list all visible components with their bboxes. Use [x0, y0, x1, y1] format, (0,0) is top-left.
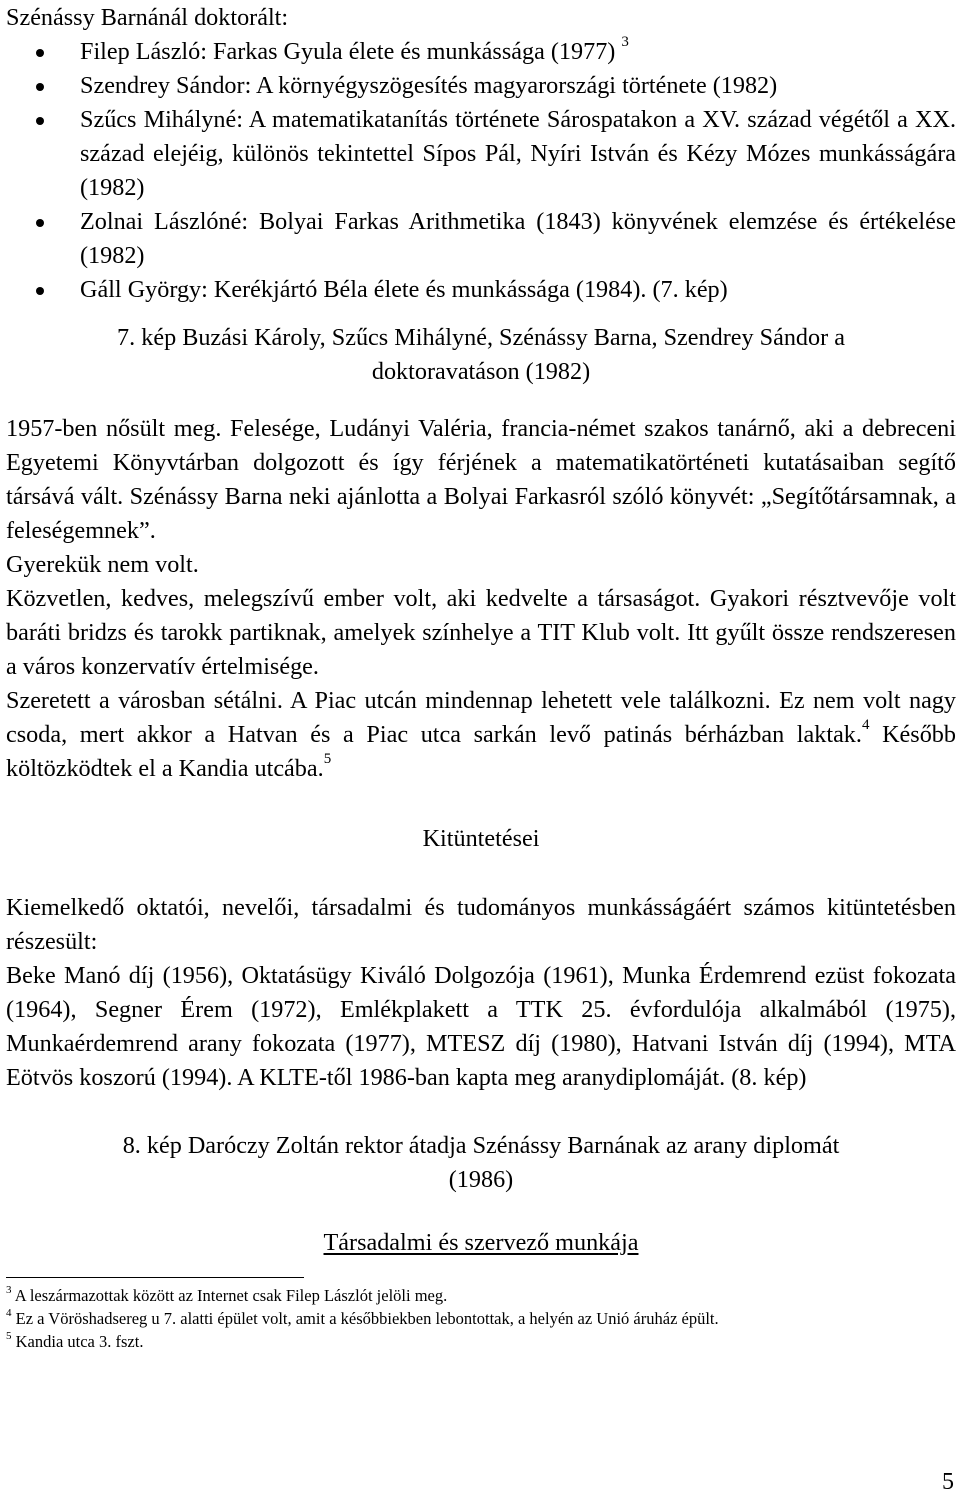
paragraph-marriage: 1957-ben nősült meg. Felesége, Ludányi Valéria, francia-német szakos tanárnő, aki a debreceni Egyetemi Könyvtárban dolgozott és így férjének a matematikatörténeti kutatásaiban segítő társává vált. Szénássy Barna neki ajánlotta a Bolyai Farkasról szóló könyvét: „Segítőtársamnak, a feleségemnek”.: [6, 415, 956, 544]
figure-caption-8: 8. kép Daróczy Zoltán rektor átadja Szénássy Barnának az arany diplomát (1986): [122, 1132, 840, 1193]
list-item: Zolnai Lászlóné: Bolyai Farkas Arithmetika (1843) könyvének elemzése és értékelése (1982): [6, 205, 956, 273]
list-item: Gáll György: Kerékjártó Béla élete és munkássága (1984). (7. kép): [6, 273, 956, 307]
footnote-4: $^4$ Ez a Vöröshadsereg u 7. alatti épület volt, amit a későbbiekben lebontottak, a helyén az Unió áruház épült.: [6, 1306, 719, 1328]
footnote-5: $^5$ Kandia utca 3. fszt.: [6, 1329, 144, 1351]
footnote-3: $^3$ A leszármazottak között az Internet csak Filep Lászlót jelöli meg.: [6, 1283, 448, 1305]
footnote-ref-4[interactable]: 4: [861, 716, 870, 733]
list-item: Szűcs Mihályné: A matematikatanítás története Sárospatakon a XV. század végétől a XX. század elejéig, különös tekintettel Sípos Pál, Nyíri István és Kézy Mózes munkásságára (1982): [6, 103, 956, 205]
figure-caption-7: 7. kép Buzási Károly, Szűcs Mihályné, Szénássy Barna, Szendrey Sándor a doktoravatáson (1982): [117, 324, 845, 385]
paragraph-walks: Szeretett a városban sétálni. A Piac utcán mindennap lehetett vele találkozni. Ez nem volt nagy csoda, mert akkor a Hatvan és a Piac utca sarkán levő patinás bérházban laktak.$^4$ Később költözködtek el a Kandia utcába.$^5$: [6, 687, 956, 782]
paragraph-awards-list: Beke Manó díj (1956), Oktatásügy Kiváló Dolgozója (1961), Munka Érdemrend ezüst fokozata (1964), Segner Érem (1972), Emlékplakett a TTK 25. évfordulója alkalmából (1975), Munkaérdemrend arany fokozata (1977), MTESZ díj (1980), Hatvani István díj (1994), MTA Eötvös koszorú (1994). A KLTE-től 1986-ban kapta meg aranydiplomáját. (8. kép): [6, 962, 956, 1091]
footnote-separator: [6, 1277, 304, 1278]
page-number: 5: [942, 1469, 954, 1495]
doctorates-intro: Szénássy Barnánál doktorált:: [6, 4, 289, 31]
footnotes: [6, 1284, 956, 1353]
doctorates-list: [6, 35, 956, 307]
list-item: Szendrey Sándor: A környégyszögesítés magyarországi története (1982): [6, 69, 956, 103]
paragraph-awards-intro: Kiemelkedő oktatói, nevelői, társadalmi és tudományos munkásságáért számos kitüntetésben részesült:: [6, 894, 956, 955]
section-heading-social-work: Társadalmi és szervező munkája: [323, 1229, 639, 1256]
document-page: [6, 0, 956, 1353]
paragraph-children: Gyerekük nem volt.: [6, 551, 199, 578]
footnote-ref-3[interactable]: 3: [621, 33, 629, 50]
list-item: Filep László: Farkas Gyula élete és munkássága (1977) $^3$: [6, 35, 956, 69]
footnote-ref-5[interactable]: 5: [323, 750, 332, 767]
section-heading-awards: Kitüntetései: [422, 825, 540, 852]
paragraph-social-life: Közvetlen, kedves, melegszívű ember volt, aki kedvelte a társaságot. Gyakori résztvevője volt baráti bridzs és tarokk partiknak, amelyek színhelye a TIT Klub volt. Itt gyűlt össze rendszeresen a város konzervatív értelmisége.: [6, 585, 956, 680]
